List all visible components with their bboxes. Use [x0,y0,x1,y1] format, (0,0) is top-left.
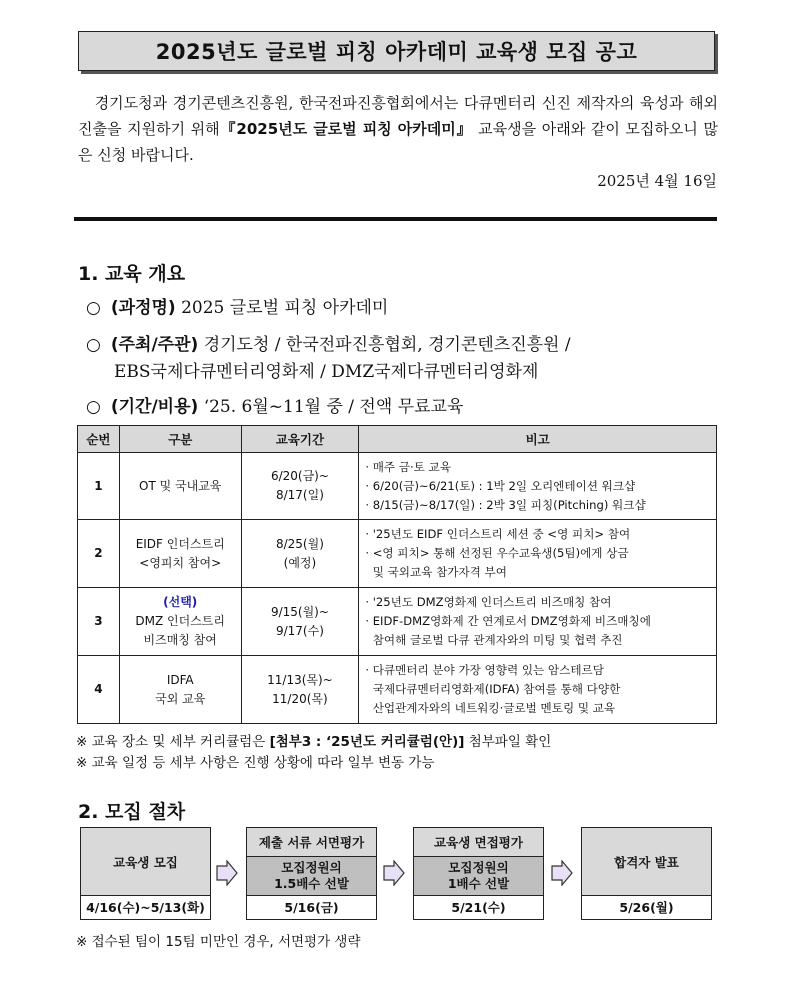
intro-part1: 경기도청과 경기콘텐츠진흥원, 한국전파진흥협회에서는 다큐멘터리 신진 제작자의 육성과 해외진출을 지원하기 위해 [78,94,718,138]
header-notes: 비고 [359,426,717,453]
bullet-period-cost: ○ (기간/비용) ‘25. 6월~11월 중 / 전액 무료교육 [86,397,464,417]
footnote-review-skip: ※ 접수된 팀이 15팀 미만인 경우, 서면평가 생략 [76,934,361,950]
header-period: 교육기간 [241,426,359,453]
table-header-row [78,426,717,453]
step-document-review: 제출 서류 서면평가 모집정원의 1.5배수 선발 5/16(금) [246,827,377,920]
section1-heading: 1. 교육 개요 [78,263,186,285]
section2-heading: 2. 모집 절차 [78,801,186,823]
page-title: 2025년도 글로벌 피칭 아카데미 교육생 모집 공고 [78,31,715,71]
arrow-right-icon [550,860,574,886]
circle-bullet-icon: ○ [86,298,101,318]
intro-part2: 교육생을 아래와 같이 모집하오니 많은 신청 바랍니다. [78,120,718,164]
divider-rule [74,217,717,221]
table-row: 3 (선택) DMZ 인더스트리 비즈매칭 참여 9/15(월)~ 9/17(수) · '25년도 DMZ영화제 인더스트리 비즈매칭 참여 · EIDF-DMZ영화제 간 연계로서 DMZ영화제 비즈매칭에 참여해 글로벌 다큐 관계자와의 미팅 및 협력 추진 [78,588,717,656]
announcement-date: 2025년 4월 16일 [597,172,717,190]
step-recruit: 교육생 모집 4/16(수)~5/13(화) [80,827,211,920]
intro-paragraph [78,90,718,168]
optional-label: (선택) [163,595,198,609]
education-table [77,425,717,724]
footnote-schedule: ※ 교육 일정 등 세부 사항은 진행 상황에 따라 일부 변동 가능 [76,755,435,771]
table-row: 1 OT 및 국내교육 6/20(금)~ 8/17(일) · 매주 금·토 교육 · 6/20(금)~6/21(토) : 1박 2일 오리엔테이션 워크샵 · 8/15(금)~8/17(일) : 2박 3일 피칭(Pitching) 워크샵 [78,453,717,520]
bullet-organizer: ○ (주최/주관) 경기도청 / 한국전파진흥협회, 경기콘텐츠진흥원 / EBS국제다큐멘터리영화제 / DMZ국제다큐멘터리영화제 [86,335,571,382]
arrow-right-icon [215,860,239,886]
step-announcement: 합격자 발표 5/26(월) [581,827,712,920]
table-row: 4 IDFA 국외 교육 11/13(목)~ 11/20(목) · 다큐멘터리 분야 가장 영향력 있는 암스테르담 국제다큐멘터리영화제(IDFA) 참여를 통해 다양한 산업관계자와의 네트워킹·글로벌 멘토링 및 교육 [78,656,717,724]
step-interview: 교육생 면접평가 모집정원의 1배수 선발 5/21(수) [413,827,544,920]
intro-emphasis: 『2025년도 글로벌 피칭 아카데미』 [219,120,473,138]
bullet-course-name: ○ (과정명) 2025 글로벌 피칭 아카데미 [86,298,389,318]
circle-bullet-icon: ○ [86,335,101,355]
header-category: 구분 [119,426,241,453]
header-num: 순번 [78,426,120,453]
table-row: 2 EIDF 인더스트리 <영피치 참여> 8/25(월) (예정) · '25년도 EIDF 인더스트리 세션 중 <영 피치> 참여 · <영 피치> 통해 선정된 우수교육생(5팀)에게 상금 및 국외교육 참가자격 부여 [78,520,717,588]
footnote-curriculum: ※ 교육 장소 및 세부 커리큘럼은 [첨부3 : ‘25년도 커리큘럼(안)] 첨부파일 확인 [76,734,552,750]
circle-bullet-icon: ○ [86,397,101,417]
arrow-right-icon [382,860,406,886]
